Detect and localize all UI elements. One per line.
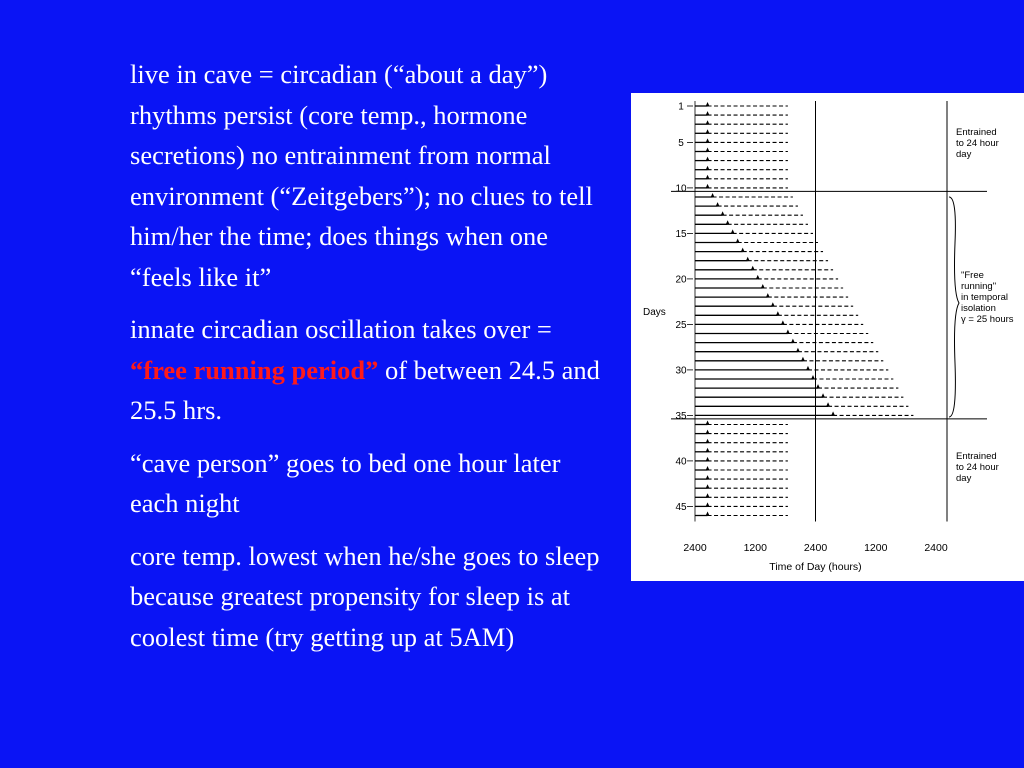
onset-marker <box>751 266 755 270</box>
raster-row <box>695 211 803 215</box>
bullet-free-running-lead: innate circadian oscillation takes over = <box>130 314 552 344</box>
free-running-label <box>961 270 1014 325</box>
entrained-top-label <box>956 127 999 160</box>
raster-row <box>695 120 788 124</box>
x-axis <box>683 542 948 573</box>
raster-row <box>695 430 788 434</box>
onset-marker <box>736 239 740 243</box>
onset-marker <box>706 484 710 488</box>
x-tick-label: 2400 <box>803 542 828 554</box>
annotation-line: to 24 hour <box>956 462 999 473</box>
onset-marker <box>711 193 715 197</box>
raster-row <box>695 439 788 443</box>
raster-row <box>695 375 893 379</box>
raster-row <box>695 466 788 470</box>
onset-marker <box>706 184 710 188</box>
text-column <box>130 54 615 669</box>
raster-row <box>695 193 793 197</box>
raster-row <box>695 320 863 324</box>
raster-row <box>695 102 788 106</box>
y-axis-label: Days <box>643 307 666 318</box>
onset-marker <box>726 220 730 224</box>
onset-marker <box>706 421 710 425</box>
raster-row <box>695 293 848 297</box>
x-tick-label: 1200 <box>743 542 767 554</box>
circadian-raster-chart <box>631 93 1024 581</box>
raster-row <box>695 348 878 352</box>
raster-row <box>695 330 868 334</box>
onset-marker <box>761 284 765 288</box>
raster-row <box>695 411 913 415</box>
onset-marker <box>706 466 710 470</box>
raster-row <box>695 166 788 170</box>
y-tick-label: 35 <box>675 410 687 422</box>
y-tick-label: 10 <box>675 183 687 195</box>
onset-marker <box>706 166 710 170</box>
x-tick-label: 1200 <box>864 542 888 554</box>
raster-row <box>695 311 858 315</box>
y-tick-label: 25 <box>675 319 687 331</box>
raster-row <box>695 339 873 343</box>
annotation-line: Entrained <box>956 127 997 138</box>
raster-row <box>695 384 898 388</box>
onset-marker <box>746 257 750 261</box>
raster-row <box>695 129 788 133</box>
raster-row <box>695 502 788 506</box>
onset-marker <box>826 402 830 406</box>
onset-marker <box>706 120 710 124</box>
raster-row <box>695 266 833 270</box>
onset-marker <box>706 129 710 133</box>
raster-row <box>695 239 818 243</box>
onset-marker <box>821 393 825 397</box>
y-tick-label: 1 <box>678 101 684 113</box>
free-running-period-emphasis: “free running period” <box>130 354 379 385</box>
onset-marker <box>706 157 710 161</box>
bullet-cave-rhythms: live in cave = circadian (“about a day”) rhythms persist (core temp., hormone secretions) no entrainment from normal environment (“Zeitgebers”); no clues to tell him/her the time; does things when one “feels like it” <box>130 59 593 292</box>
raster-row <box>695 148 788 152</box>
onset-marker <box>706 448 710 452</box>
annotation-line: Entrained <box>956 451 997 462</box>
onset-marker <box>706 457 710 461</box>
annotation-line: "Free <box>961 270 984 281</box>
y-tick-label: 45 <box>675 501 687 513</box>
free-running-brace <box>949 197 959 417</box>
onset-marker <box>776 311 780 315</box>
bullet-free-running-tail: of between 24.5 and 25.5 hrs. <box>130 354 600 425</box>
y-tick-label: 5 <box>678 137 684 149</box>
chart-frame <box>671 101 987 522</box>
phase-annotations <box>949 127 1014 484</box>
raster-row <box>695 220 808 224</box>
raster-row <box>695 366 888 370</box>
onset-marker <box>811 375 815 379</box>
onset-marker <box>831 411 835 415</box>
onset-marker <box>706 175 710 179</box>
raster-row <box>695 202 798 206</box>
raster-row <box>695 484 788 488</box>
raster-row <box>695 175 788 179</box>
annotation-line: day <box>956 149 972 160</box>
raster-row <box>695 457 788 461</box>
y-tick-label: 20 <box>675 274 687 286</box>
bullet-core-temp: core temp. lowest when he/she goes to sleep because greatest propensity for sleep is at coolest time (try getting up at 5AM) <box>130 540 600 652</box>
onset-marker <box>816 384 820 388</box>
onset-marker <box>741 248 745 252</box>
y-axis <box>643 102 693 513</box>
onset-marker <box>706 512 710 516</box>
onset-marker <box>721 211 725 215</box>
x-axis-label: Time of Day (hours) <box>769 561 862 573</box>
annotation-line: γ = 25 hours <box>961 314 1014 325</box>
annotation-line: to 24 hour <box>956 138 999 149</box>
raster-row <box>695 302 853 306</box>
raster-row <box>695 184 788 188</box>
onset-marker <box>791 339 795 343</box>
raster-row <box>695 257 828 261</box>
raster-row <box>695 229 813 233</box>
onset-marker <box>786 330 790 334</box>
raster-row <box>695 111 788 115</box>
onset-marker <box>801 357 805 361</box>
annotation-line: running" <box>961 281 997 292</box>
raster-row <box>695 357 883 361</box>
raster-svg <box>631 93 1024 581</box>
raster-row <box>695 475 788 479</box>
onset-marker <box>706 502 710 506</box>
raster-row <box>695 157 788 161</box>
onset-marker <box>706 439 710 443</box>
onset-marker <box>806 366 810 370</box>
raster-row <box>695 493 788 497</box>
onset-marker <box>756 275 760 279</box>
onset-marker <box>716 202 720 206</box>
onset-marker <box>706 102 710 106</box>
annotation-line: day <box>956 473 972 484</box>
annotation-line: isolation <box>961 303 996 314</box>
x-tick-label: 2400 <box>924 542 948 554</box>
raster-row <box>695 284 843 288</box>
raster-row <box>695 448 788 452</box>
raster-row <box>695 512 788 516</box>
onset-marker <box>706 493 710 497</box>
raster-row <box>695 421 788 425</box>
entrained-bottom-label <box>956 451 999 484</box>
onset-marker <box>766 293 770 297</box>
y-tick-label: 40 <box>675 456 687 468</box>
onset-marker <box>706 111 710 115</box>
raster-row <box>695 402 908 406</box>
raster-rows <box>695 102 913 516</box>
y-tick-label: 30 <box>675 365 687 377</box>
onset-marker <box>706 148 710 152</box>
annotation-line: in temporal <box>961 292 1008 303</box>
raster-row <box>695 248 823 252</box>
onset-marker <box>706 138 710 142</box>
raster-row <box>695 393 903 397</box>
y-tick-label: 15 <box>675 228 687 240</box>
onset-marker <box>771 302 775 306</box>
onset-marker <box>731 229 735 233</box>
x-tick-label: 2400 <box>683 542 707 554</box>
onset-marker <box>706 430 710 434</box>
onset-marker <box>781 320 785 324</box>
onset-marker <box>706 475 710 479</box>
bullet-bedtime: “cave person” goes to bed one hour later each night <box>130 447 561 518</box>
raster-row <box>695 138 788 142</box>
onset-marker <box>796 348 800 352</box>
raster-row <box>695 275 838 279</box>
bullet-free-running <box>130 309 615 431</box>
